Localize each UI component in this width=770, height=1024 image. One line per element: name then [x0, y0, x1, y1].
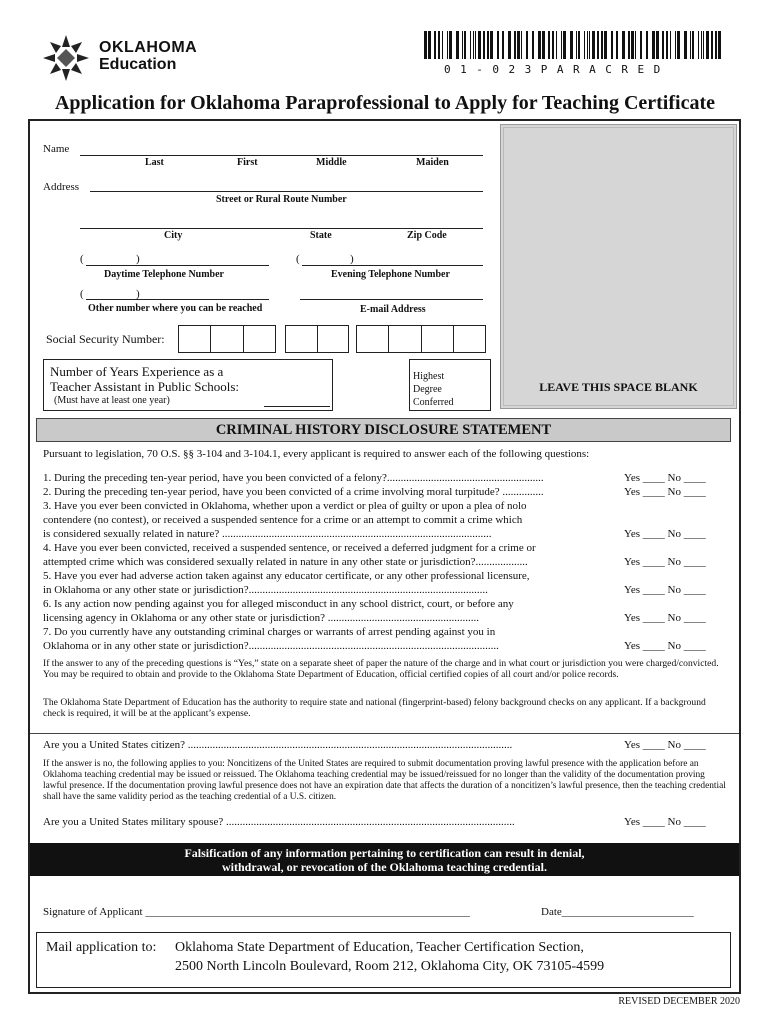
question-5-line-2: in Oklahoma or any other state or jurisdiction?.......................................................................................: [43, 584, 488, 596]
question-4-line-1: 4. Have you ever been convicted, received a suspended sentence, or received a deferred judgment for a crime or: [43, 542, 536, 554]
citizen-answer[interactable]: Yes ____ No ____: [624, 739, 706, 751]
day-phone-label: Daytime Telephone Number: [104, 269, 224, 280]
degree-line-3: Conferred: [413, 397, 454, 408]
day-area-open: (: [80, 253, 84, 265]
ssn-divider: [388, 325, 389, 353]
state-label: State: [310, 230, 332, 241]
logo-line-2: Education: [99, 56, 177, 73]
criminal-note: If the answer to any of the preceding questions is “Yes,” state on a separate sheet of paper the nature of the charge and in what court or jurisdiction you were charged/convicted. You may be required to obtain and provide to the Oklahoma State Department of Education, official certified copies of all court and/or police records.: [43, 658, 719, 680]
day-phone-field[interactable]: [86, 265, 269, 266]
experience-years-field[interactable]: [264, 406, 330, 407]
question-5-answer[interactable]: Yes ____ No ____: [624, 584, 706, 596]
ssn-divider: [317, 325, 318, 353]
address-label: Address: [43, 181, 80, 193]
revision-date: REVISED DECEMBER 2020: [618, 996, 740, 1007]
question-1-answer[interactable]: Yes ____ No ____: [624, 472, 706, 484]
name-sub-middle: Middle: [316, 157, 347, 168]
degree-line-1: Highest: [413, 371, 445, 382]
question-6-line-2: licensing agency in Oklahoma or any other state or jurisdiction? .......................................................: [43, 612, 479, 624]
degree-line-2: Degree: [413, 384, 442, 395]
ssn-divider: [210, 325, 211, 353]
warning-line-1: Falsification of any information pertaining to certification can result in denial,: [184, 846, 585, 860]
experience-line-2: Teacher Assistant in Public Schools:: [50, 379, 240, 394]
question-4-answer[interactable]: Yes ____ No ____: [624, 556, 706, 568]
ssn-group-1[interactable]: [178, 325, 276, 353]
military-spouse-question: Are you a United States military spouse? .........................................................................................................: [43, 816, 515, 828]
citizen-question: Are you a United States citizen? ......................................................................................................................: [43, 739, 513, 751]
city-label: City: [164, 230, 183, 241]
question-6-answer[interactable]: Yes ____ No ____: [624, 612, 706, 624]
form-code: 01-023PARACRED: [444, 63, 670, 76]
mail-label: Mail application to:: [46, 940, 157, 955]
date-field[interactable]: Date________________________: [541, 906, 694, 918]
name-label: Name: [43, 143, 70, 155]
experience-line-1: Number of Years Experience as a: [50, 364, 224, 379]
ssn-divider: [243, 325, 244, 353]
email-field[interactable]: [300, 299, 483, 300]
other-area-close: ): [136, 288, 140, 300]
logo-wordmark: [99, 39, 197, 73]
background-check-note: The Oklahoma State Department of Education has the authority to require state and national (fingerprint-based) felony background checks on any applicant. If a background check is required, it will be at the applicant’s expense.: [43, 697, 706, 719]
question-5-line-1: 5. Have you ever had adverse action taken against any educator certificate, or any other professional licensure,: [43, 570, 530, 582]
photo-inner-border: [503, 127, 734, 406]
question-7-line-1: 7. Do you currently have any outstanding criminal charges or warrants of arrest pending against you in: [43, 626, 496, 638]
question-4-line-2: attempted crime which was considered sexually related in nature in any other state or jurisdiction?...................: [43, 556, 528, 568]
question-1: 1. During the preceding ten-year period, have you been convicted of a felony?.........................................................: [43, 472, 544, 484]
barcode-icon: [424, 31, 727, 59]
experience-note: (Must have at least one year): [54, 395, 170, 406]
name-field[interactable]: [80, 155, 483, 156]
degree-label: [413, 370, 454, 409]
name-sub-maiden: Maiden: [416, 157, 449, 168]
ssn-label: Social Security Number:: [46, 332, 165, 346]
page-title: Application for Oklahoma Paraprofessional to Apply for Teaching Certificate: [54, 92, 715, 114]
ssn-divider: [453, 325, 454, 353]
mail-address-line-2: 2500 North Lincoln Boulevard, Room 212, Oklahoma City, OK 73105-4599: [175, 959, 605, 974]
question-2-answer[interactable]: Yes ____ No ____: [624, 486, 706, 498]
noncitizen-note: If the answer is no, the following applies to you: Noncitizens of the United States are required to submit documentation proving lawful presence with the application before an Oklahoma teaching credential may be issued or reissued. The Oklahoma teaching credential may be issued/reissued for no longer than the validity of the documentation proving lawful presence. If the documentation proving lawful presence does not have an expiration date that affects the duration of a noncitizen’s lawful presence, then the teaching credential shall have the same validity period as the teaching credential of a U.S. citizen.: [43, 759, 726, 802]
street-label: Street or Rural Route Number: [216, 194, 347, 205]
day-area-close: ): [136, 253, 140, 265]
eve-phone-field[interactable]: [302, 265, 483, 266]
question-3-line-1: 3. Have you ever been convicted in Oklahoma, whether upon a verdict or plea of guilty or upon a plea of nolo: [43, 500, 527, 512]
question-6-line-1: 6. Is any action now pending against you for alleged misconduct in any school district, court, or before any: [43, 598, 514, 610]
warning-line-2: withdrawal, or revocation of the Oklahoma teaching credential.: [222, 860, 547, 874]
question-7-answer[interactable]: Yes ____ No ____: [624, 640, 706, 652]
experience-label: [50, 364, 239, 394]
section-divider: [30, 733, 739, 734]
logo-line-1: OKLAHOMA: [99, 39, 198, 56]
question-2: 2. During the preceding ten-year period, have you been convicted of a crime involving moral turpitude? ...............: [43, 486, 544, 498]
criminal-intro: Pursuant to legislation, 70 O.S. §§ 3-104 and 3-104.1, every applicant is required to answer each of the following questions:: [43, 448, 590, 460]
signature-field[interactable]: Signature of Applicant ___________________________________________________________: [43, 906, 470, 918]
name-sub-last: Last: [145, 157, 164, 168]
question-3-line-3: is considered sexually related in nature? ..................................................................................................: [43, 528, 492, 540]
email-label: E-mail Address: [360, 304, 426, 315]
falsification-warning: [30, 843, 739, 876]
name-sub-first: First: [237, 157, 258, 168]
ssn-divider: [421, 325, 422, 353]
question-7-line-2: Oklahoma or in any other state or jurisdiction?...........................................................................................: [43, 640, 499, 652]
city-state-zip-field[interactable]: [80, 228, 483, 229]
leave-blank-text: LEAVE THIS SPACE BLANK: [539, 380, 698, 394]
other-phone-label: Other number where you can be reached: [88, 303, 263, 314]
street-field[interactable]: [90, 191, 483, 192]
oklahoma-education-logo-icon: [41, 33, 91, 83]
eve-phone-label: Evening Telephone Number: [331, 269, 450, 280]
mail-address-line-1: Oklahoma State Department of Education, Teacher Certification Section,: [175, 940, 584, 955]
question-3-answer[interactable]: Yes ____ No ____: [624, 528, 706, 540]
other-phone-field[interactable]: [86, 299, 269, 300]
eve-area-open: (: [296, 253, 300, 265]
zip-label: Zip Code: [407, 230, 447, 241]
other-area-open: (: [80, 288, 84, 300]
question-3-line-2: contendere (no contest), or received a suspended sentence for a crime or an attempt to commit a crime which: [43, 514, 523, 526]
eve-area-close: ): [350, 253, 354, 265]
military-spouse-answer[interactable]: Yes ____ No ____: [624, 816, 706, 828]
criminal-history-heading: CRIMINAL HISTORY DISCLOSURE STATEMENT: [36, 418, 731, 442]
